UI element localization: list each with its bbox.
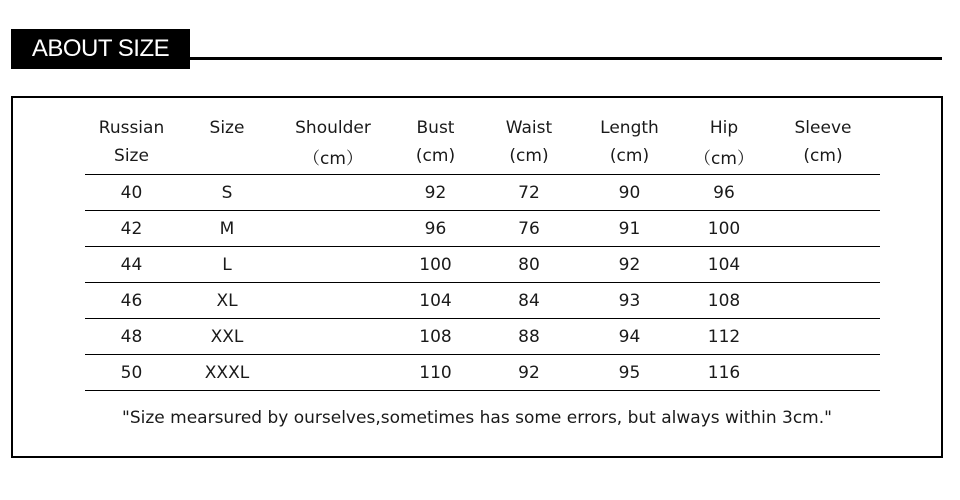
- cell-russian-size: 42: [85, 211, 178, 247]
- header-bust-unit: (cm): [390, 138, 481, 175]
- cell-waist: 88: [481, 319, 577, 355]
- table-header-row-2: [85, 138, 880, 175]
- cell-hip: 116: [682, 355, 766, 391]
- measurement-note: "Size mearsured by ourselves,sometimes has some errors, but always within 3cm.": [122, 408, 832, 428]
- cell-shoulder: [276, 319, 390, 355]
- cell-bust: 96: [390, 211, 481, 247]
- cell-russian-size: 40: [85, 175, 178, 211]
- header-russian-size: Russian: [98, 118, 165, 138]
- cell-hip: 96: [682, 175, 766, 211]
- cell-size: XXL: [178, 319, 276, 355]
- cell-sleeve: [766, 319, 880, 355]
- cell-size: L: [178, 247, 276, 283]
- header-waist-unit: (cm): [481, 138, 577, 175]
- table-row: [85, 355, 880, 391]
- cell-bust: 108: [390, 319, 481, 355]
- cell-waist: 84: [481, 283, 577, 319]
- header-shoulder-unit: （cm）: [276, 138, 390, 175]
- cell-shoulder: [276, 247, 390, 283]
- cell-russian-size: 46: [85, 283, 178, 319]
- cell-russian-size: 44: [85, 247, 178, 283]
- cell-length: 94: [577, 319, 682, 355]
- cell-size: M: [178, 211, 276, 247]
- section-title: ABOUT SIZE: [11, 29, 190, 69]
- header-waist: Waist: [505, 118, 553, 138]
- size-table: [85, 104, 880, 391]
- cell-length: 92: [577, 247, 682, 283]
- cell-length: 95: [577, 355, 682, 391]
- header-hip-unit: （cm）: [682, 138, 766, 175]
- header-length: Length: [600, 118, 659, 138]
- cell-waist: 80: [481, 247, 577, 283]
- cell-hip: 100: [682, 211, 766, 247]
- cell-sleeve: [766, 211, 880, 247]
- cell-length: 93: [577, 283, 682, 319]
- header-size-sub: [178, 138, 276, 175]
- cell-length: 91: [577, 211, 682, 247]
- table-row: [85, 283, 880, 319]
- cell-size: S: [178, 175, 276, 211]
- header-sleeve: Sleeve: [794, 118, 852, 138]
- cell-hip: 112: [682, 319, 766, 355]
- header-bust: Bust: [416, 118, 455, 138]
- header-hip: Hip: [709, 118, 739, 138]
- cell-size: XXXL: [178, 355, 276, 391]
- table-row: [85, 211, 880, 247]
- header-size: Size: [209, 118, 245, 138]
- cell-shoulder: [276, 283, 390, 319]
- cell-russian-size: 48: [85, 319, 178, 355]
- header-length-unit: (cm): [577, 138, 682, 175]
- table-row: [85, 175, 880, 211]
- cell-size: XL: [178, 283, 276, 319]
- header-russian-size-sub: Size: [85, 138, 178, 175]
- cell-bust: 104: [390, 283, 481, 319]
- cell-length: 90: [577, 175, 682, 211]
- cell-waist: 92: [481, 355, 577, 391]
- header-shoulder: Shoulder: [295, 118, 371, 138]
- cell-hip: 104: [682, 247, 766, 283]
- cell-shoulder: [276, 355, 390, 391]
- size-chart-frame: [11, 96, 943, 458]
- cell-shoulder: [276, 211, 390, 247]
- cell-russian-size: 50: [85, 355, 178, 391]
- cell-bust: 100: [390, 247, 481, 283]
- cell-hip: 108: [682, 283, 766, 319]
- cell-sleeve: [766, 247, 880, 283]
- cell-bust: 92: [390, 175, 481, 211]
- header-sleeve-unit: (cm): [766, 138, 880, 175]
- cell-waist: 76: [481, 211, 577, 247]
- cell-bust: 110: [390, 355, 481, 391]
- table-header-row-1: [85, 104, 880, 138]
- table-row: [85, 319, 880, 355]
- cell-sleeve: [766, 175, 880, 211]
- cell-shoulder: [276, 175, 390, 211]
- cell-waist: 72: [481, 175, 577, 211]
- cell-sleeve: [766, 283, 880, 319]
- table-row: [85, 247, 880, 283]
- cell-sleeve: [766, 355, 880, 391]
- title-divider: [190, 57, 942, 60]
